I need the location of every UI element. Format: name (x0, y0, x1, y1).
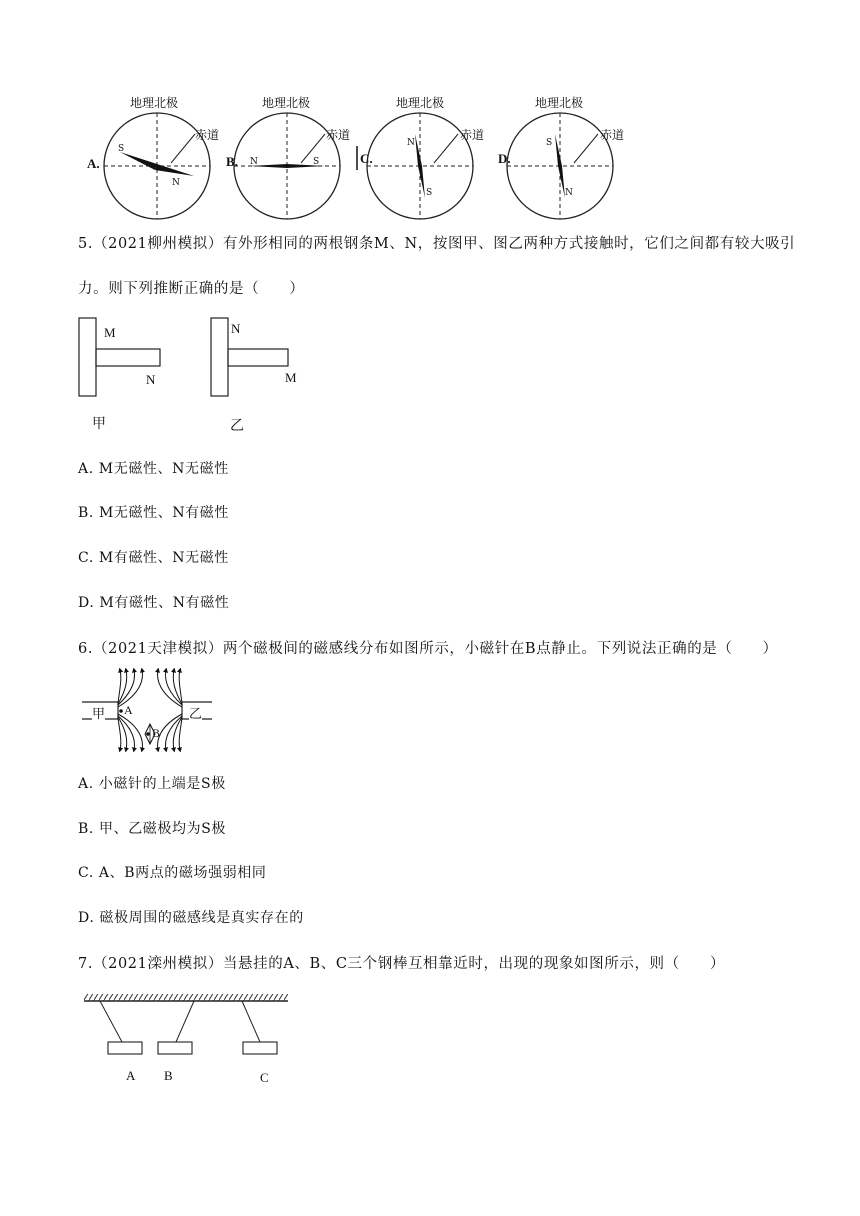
compass-b-s: S (313, 157, 320, 167)
compass-b-top-label: 地理北极 (262, 96, 311, 110)
compass-a-s: S (118, 144, 125, 154)
q6-option-a: A. 小磁针的上端是S极 (78, 776, 226, 792)
compass-c-top-label: 地理北极 (396, 96, 445, 110)
q5-line1: 5.（2021柳州模拟）有外形相同的两根钢条M、N，按图甲、图乙两种方式接触时，它们之间都有较大吸引 (78, 236, 796, 252)
compass-c (367, 113, 473, 219)
q5-jia-label: 甲 (92, 416, 106, 432)
q5-option-a: A. M无磁性、N无磁性 (78, 461, 229, 477)
q6-yi-label: 乙 (189, 703, 202, 722)
q6-point-a: A (124, 703, 133, 717)
q7-label-c: C (260, 1070, 269, 1085)
q5-option-b: B. M无磁性、N有磁性 (78, 505, 229, 521)
compass-b-n: N (250, 157, 258, 167)
compass-b-equator-label: 赤道 (326, 128, 351, 142)
compass-c-n: N (407, 138, 415, 148)
q7-label-b: B (164, 1068, 173, 1083)
q5-line2: 力。则下列推断正确的是（ ） (78, 281, 305, 297)
q6-option-b: B. 甲、乙磁极均为S极 (78, 821, 226, 837)
compass-d-s: S (546, 138, 553, 148)
q6-point-b: B (152, 726, 161, 740)
compass-figures (80, 96, 640, 226)
compass-d-top-label: 地理北极 (535, 96, 584, 110)
q6-option-d: D. 磁极周围的磁感线是真实存在的 (78, 910, 304, 926)
q5-yi-m: M (285, 370, 297, 385)
compass-c-equator-label: 赤道 (460, 128, 485, 142)
compass-c-letter: C. (360, 151, 373, 166)
q6-jia-label: 甲 (92, 703, 105, 722)
compass-a-equator-label: 赤道 (195, 128, 220, 142)
q5-jia-n: N (146, 372, 156, 387)
q7-figure (84, 992, 294, 1092)
compass-c-s: S (426, 188, 433, 198)
q5-figure (78, 316, 318, 436)
compass-d-equator-label: 赤道 (600, 128, 625, 142)
q7-line1: 7.（2021滦州模拟）当悬挂的A、B、C三个钢棒互相靠近时，出现的现象如图所示，则（ ） (78, 956, 726, 972)
q6-line1: 6.（2021天津模拟）两个磁极间的磁感线分布如图所示，小磁针在B点静止。下列说法正确的是（ ） (78, 641, 778, 657)
needle-s-half (120, 152, 157, 170)
compass-a-n: N (172, 178, 180, 188)
q5-yi-label: 乙 (230, 418, 244, 434)
compass-a-letter: A. (87, 156, 100, 171)
q7-label-a: A (126, 1068, 136, 1083)
compass-a-top-label: 地理北极 (130, 96, 179, 110)
q5-yi-n: N (231, 321, 241, 336)
compass-d (507, 113, 613, 219)
q5-jia-m: M (104, 325, 116, 340)
q6-option-c: C. A、B两点的磁场强弱相同 (78, 865, 267, 881)
compass-d-n: N (565, 188, 573, 198)
q5-option-c: C. M有磁性、N无磁性 (78, 550, 229, 566)
q6-figure (78, 668, 218, 752)
q5-option-d: D. M有磁性、N有磁性 (78, 595, 230, 611)
compass-d-letter: D. (498, 151, 511, 166)
compass-b-letter: B. (226, 154, 238, 169)
